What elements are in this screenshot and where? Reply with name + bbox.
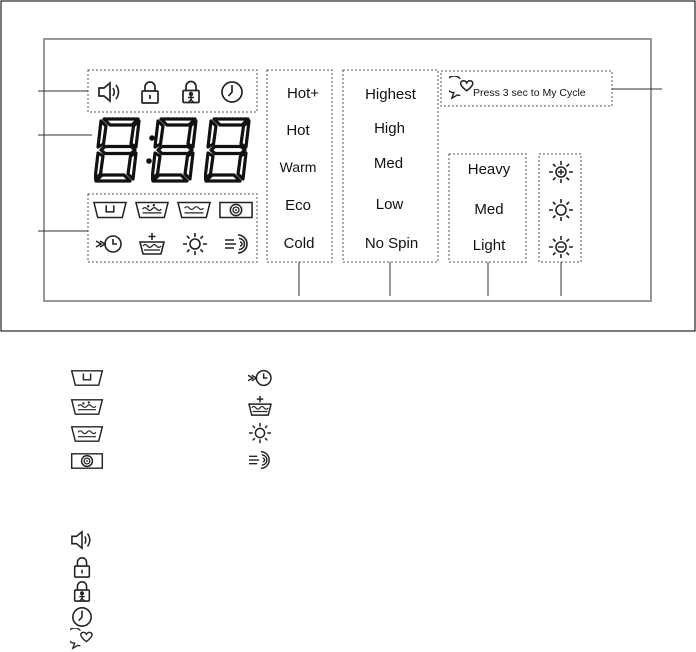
display-digit-1 bbox=[95, 119, 139, 181]
spin-option-low: Low bbox=[375, 196, 404, 213]
legend-speaker-icon bbox=[72, 532, 90, 549]
temp-option-eco: Eco bbox=[285, 197, 311, 214]
spin-option-med: Med bbox=[373, 155, 404, 172]
legend-delay-icon bbox=[248, 371, 271, 386]
spin-option-high: High bbox=[374, 120, 405, 137]
legend-lock-icon bbox=[75, 558, 90, 577]
legend-extra-rinse-icon bbox=[249, 396, 271, 415]
temp-option-hot-plus: Hot+ bbox=[286, 85, 320, 102]
legend-sun-icon bbox=[249, 423, 271, 443]
wash-tub-icon bbox=[136, 202, 168, 217]
legend-spin-drum-icon bbox=[72, 454, 103, 468]
display-digit-2 bbox=[152, 119, 196, 181]
sun-icon bbox=[549, 199, 573, 221]
spin-option-no-spin: No Spin bbox=[364, 235, 419, 252]
extra-rinse-icon bbox=[140, 233, 164, 254]
rinse-tub-icon bbox=[178, 202, 210, 217]
child-lock-icon bbox=[183, 82, 199, 103]
temp-option-warm: Warm bbox=[279, 159, 317, 175]
prewash-tub-icon bbox=[94, 202, 126, 217]
spin-drum-icon bbox=[220, 202, 252, 217]
legend-steam-icon bbox=[249, 452, 269, 469]
display-colon-top bbox=[149, 135, 155, 141]
clock-icon bbox=[222, 82, 242, 102]
soil-option-heavy: Heavy bbox=[467, 161, 511, 178]
soil-level-group bbox=[539, 154, 581, 262]
lock-icon bbox=[142, 82, 158, 103]
sun-plus-icon bbox=[549, 161, 573, 183]
legend-wash-tub-icon bbox=[72, 400, 103, 414]
delay-icon bbox=[96, 236, 121, 252]
soil-option-light: Light bbox=[472, 237, 506, 254]
digit-display bbox=[95, 119, 249, 181]
legend-prewash-tub-icon bbox=[72, 371, 103, 385]
my-cycle-hint: Press 3 sec to My Cycle bbox=[473, 87, 586, 99]
legend-clock-icon bbox=[73, 608, 91, 626]
temp-option-cold: Cold bbox=[283, 235, 315, 252]
legend-my-cycle-icon bbox=[67, 628, 92, 648]
sun-minus-icon bbox=[549, 236, 573, 258]
sun-icon bbox=[183, 233, 207, 255]
legend-child-lock-icon bbox=[75, 582, 90, 601]
soil-option-med: Med bbox=[474, 201, 504, 218]
my-cycle-icon bbox=[446, 76, 473, 98]
temp-option-hot: Hot bbox=[286, 122, 310, 139]
steam-icon bbox=[225, 235, 247, 253]
spin-option-highest: Highest bbox=[365, 86, 416, 103]
display-colon-bottom bbox=[146, 158, 152, 164]
display-digit-3 bbox=[205, 119, 249, 181]
legend-rinse-tub-icon bbox=[72, 427, 103, 441]
speaker-icon bbox=[99, 83, 119, 101]
